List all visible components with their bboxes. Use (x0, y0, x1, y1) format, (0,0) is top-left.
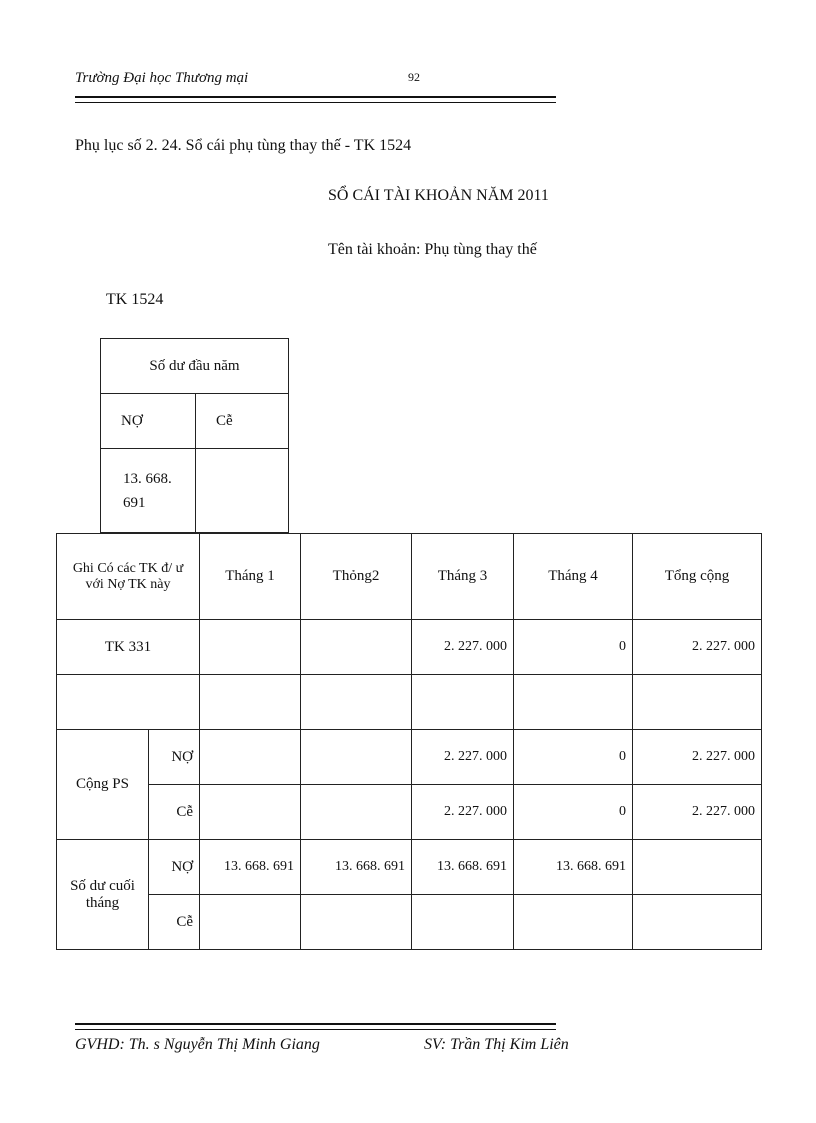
cong-ps-debit-month-2 (301, 730, 412, 785)
empty-cell (633, 675, 762, 730)
opening-debit-value-line1: 13. 668. (123, 470, 172, 487)
cong-ps-debit-month-4: 0 (514, 730, 633, 785)
closing-credit-month-2 (301, 895, 412, 950)
header-school-name: Trường Đại học Thương mại (75, 70, 249, 86)
tk331-month-1 (200, 620, 301, 675)
opening-credit-label: Cễ (196, 394, 289, 449)
closing-credit-month-3 (412, 895, 514, 950)
closing-credit-label: Cễ (149, 895, 200, 950)
table-row (57, 840, 762, 895)
row-label-closing-balance (57, 840, 149, 950)
closing-credit-month-1 (200, 895, 301, 950)
tk331-total: 2. 227. 000 (633, 620, 762, 675)
cong-ps-credit-month-4: 0 (514, 785, 633, 840)
cong-ps-credit-month-1 (200, 785, 301, 840)
empty-cell (301, 675, 412, 730)
closing-label-line2: tháng (85, 894, 120, 911)
opening-balance-header: Số dư đầu năm (101, 339, 289, 394)
cong-ps-credit-total: 2. 227. 000 (633, 785, 762, 840)
header-month-3: Tháng 3 (412, 534, 514, 620)
closing-debit-month-2: 13. 668. 691 (301, 840, 412, 895)
opening-credit-value (196, 449, 289, 533)
header-divider (75, 96, 556, 103)
table-header-row (57, 534, 762, 620)
cong-ps-credit-month-3: 2. 227. 000 (412, 785, 514, 840)
closing-label-line1: Số dư cuối (70, 877, 135, 894)
empty-cell (200, 675, 301, 730)
tk331-month-3: 2. 227. 000 (412, 620, 514, 675)
opening-debit-value (101, 449, 196, 533)
tk331-month-2 (301, 620, 412, 675)
opening-balance-table (100, 338, 289, 533)
account-name: Tên tài khoản: Phụ tùng thay thế (328, 241, 537, 258)
header-credit-accounts-line1: Ghi Có các TK đ/ ư (72, 560, 184, 576)
header-month-2: Thỏng2 (301, 534, 412, 620)
cong-ps-credit-label: Cễ (149, 785, 200, 840)
closing-debit-month-4: 13. 668. 691 (514, 840, 633, 895)
tk331-month-4: 0 (514, 620, 633, 675)
closing-credit-total (633, 895, 762, 950)
empty-cell (57, 675, 200, 730)
cong-ps-debit-total: 2. 227. 000 (633, 730, 762, 785)
header-credit-accounts-line2: với Nợ TK này (85, 576, 171, 592)
opening-debit-label: NỢ (101, 394, 196, 449)
closing-debit-month-3: 13. 668. 691 (412, 840, 514, 895)
ledger-title: SỔ CÁI TÀI KHOẢN NĂM 2011 (328, 187, 549, 204)
account-code: TK 1524 (106, 291, 164, 308)
cong-ps-credit-month-2 (301, 785, 412, 840)
page-number: 92 (408, 70, 420, 84)
row-label-cong-ps: Cộng PS (57, 730, 149, 840)
footer-supervisor: GVHD: Th. s Nguyễn Thị Minh Giang (75, 1036, 320, 1053)
table-row (57, 895, 762, 950)
closing-debit-label: NỢ (149, 840, 200, 895)
row-label-tk331: TK 331 (57, 620, 200, 675)
cong-ps-debit-label: NỢ (149, 730, 200, 785)
closing-debit-month-1: 13. 668. 691 (200, 840, 301, 895)
opening-debit-value-line2: 691 (123, 494, 146, 511)
closing-credit-month-4 (514, 895, 633, 950)
empty-cell (514, 675, 633, 730)
table-row-empty (57, 675, 762, 730)
empty-cell (412, 675, 514, 730)
cong-ps-debit-month-3: 2. 227. 000 (412, 730, 514, 785)
footer-student: SV: Trần Thị Kim Liên (424, 1036, 569, 1053)
header-total: Tổng cộng (633, 534, 762, 620)
table-row (57, 620, 762, 675)
header-credit-accounts (57, 534, 200, 620)
cong-ps-debit-month-1 (200, 730, 301, 785)
appendix-caption: Phụ lục số 2. 24. Sổ cái phụ tùng thay thế - TK 1524 (75, 137, 412, 154)
table-row (57, 730, 762, 785)
header-month-4: Tháng 4 (514, 534, 633, 620)
closing-debit-total (633, 840, 762, 895)
header-month-1: Tháng 1 (200, 534, 301, 620)
table-row (57, 785, 762, 840)
ledger-table (56, 533, 762, 950)
footer-divider (75, 1023, 556, 1030)
